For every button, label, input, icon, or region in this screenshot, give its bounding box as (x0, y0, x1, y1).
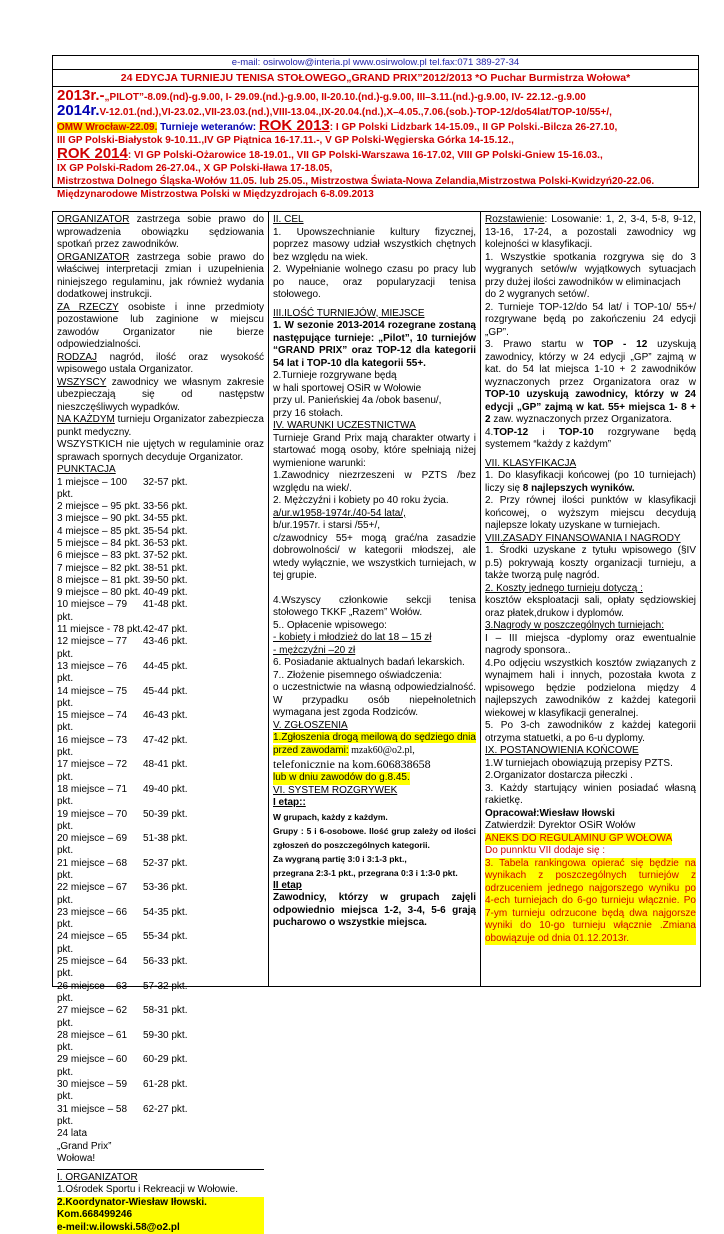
place-points: 10 miejsce – 79 pkt. (57, 599, 128, 623)
annex-text: 3. Tabela rankingowa opierać się będzie na wynikach z poszczególnych turniejów z odrzuceniem jednego najgorszego wyniku po 4-ech turniejach do 6-go turnieju włącznie. Po 7-ym turnieju odrzucone będą dwa najgorsze wyniki do 10-go turnieju włącznie .Zmiana obowiązuje od dnia 01.12.2013r. (485, 857, 696, 944)
points-row (57, 538, 264, 550)
place-points: 3 miejsce – 90 pkt. (57, 513, 141, 525)
schedule-line-2 (57, 104, 694, 119)
ilosc-item: przy ul. Panieńskiej 4a /obok basenu/, (273, 395, 442, 406)
ilosc-item: w hali sportowej OSiR w Wołowie (273, 382, 422, 394)
place-points: 7 miejsce – 82 pkt. (57, 562, 141, 574)
place-points: 6 miejsce – 83 pkt. (57, 550, 141, 562)
schedule-line-1 (57, 89, 694, 104)
year-2014: 2014r. (57, 102, 100, 119)
section-finansowanie: VIII.ZASADY FINANSOWANIA I NAGRODY (485, 532, 681, 544)
schedule-block (52, 87, 699, 200)
warunki-item: b/ur.1957r. i starsi /55+/, (273, 520, 381, 531)
rules-item: do 2 wygranych setów/. (485, 289, 590, 300)
zgloszenia-line: 1.Zgłoszenia drogą meilową do sędziego dnia przed zawodami: mzak60@o2.pl, (273, 732, 476, 756)
ilosc-item: 1. W sezonie 2013-2014 rozegrane zostaną następujące turnieje: „Pilot”, 10 turniejów “GRAND PRIX” oraz TOP-12 dla kategorii 54 lat i TOP-10 dla kategorii 55+. (273, 320, 476, 369)
points-range: 54-35 pkt. (143, 906, 188, 918)
rule-paragraph: WSZYSTKICH nie ujętych w regulaminie oraz sprawach spornych decyduje Organizator. (57, 439, 264, 463)
points-row (57, 550, 264, 562)
fin-item: kosztów eksploatacji sali, opłaty sędziowskiej oraz płatek,drukow i dyplomów. (485, 595, 696, 619)
points-row (57, 1030, 264, 1055)
rule-paragraph: ZA RZECZY osobiste i inne przedmioty pozostawione lub zaginione w miejscu zawodów Organizator nie bierze odpowiedzialności. (57, 301, 264, 350)
warunki-item: 2. Mężczyźni i kobiety po 40 roku życia. (273, 495, 449, 506)
section-zgloszenia: V. ZGŁOSZENIA (273, 719, 348, 731)
points-row (57, 686, 264, 711)
points-range: 51-38 pkt. (143, 833, 188, 845)
place-points: 24 miejsce – 65 pkt. (57, 931, 128, 955)
fin-item: 4.Po odjęciu wszystkich kosztów związanych z wynajmem hali i innych, pozostała kwota z wpisowego będzie podzielona między 4 najlepszych zawodników z każdej kategorii wiekowej w klasyfikacji generalnej. (485, 657, 696, 719)
points-range: 32-57 pkt. (143, 476, 188, 488)
annex-title: ANEKS DO REGULAMINU GP WOŁOWA (485, 832, 673, 844)
points-row (57, 624, 264, 636)
place-points: 15 miejsce – 74 pkt. (57, 710, 128, 734)
place-points: 26 miejsce – 63 pkt. (57, 980, 128, 1004)
points-row (57, 501, 264, 513)
place-points: 17 miejsce – 72 pkt. (57, 759, 128, 783)
fin-item: I – III miejsca -dyplomy oraz ewentualnie nagrody sponsora.. (485, 632, 696, 656)
wolowa-note: Wołowa! (57, 1153, 96, 1165)
place-points: 16 miejsce – 73 pkt. (57, 734, 128, 759)
ilosc-item: przy 16 stołach. (273, 407, 344, 419)
points-range: 58-31 pkt. (143, 1005, 188, 1017)
ilosc-item: 2.Turnieje rozgrywane będą (273, 370, 397, 381)
place-points: 25 miejsce – 64 pkt. (57, 956, 128, 980)
points-range: 55-34 pkt. (143, 931, 188, 943)
points-range: 47-42 pkt. (143, 734, 188, 746)
points-range: 39-50 pkt. (143, 574, 188, 586)
points-row (57, 981, 264, 1006)
points-range: 49-40 pkt. (143, 783, 188, 795)
points-row (57, 575, 264, 587)
points-row (57, 587, 264, 599)
points-row (57, 477, 264, 502)
approved-by: Zatwierdził: Dyrektor OSiR Wołów (485, 820, 636, 831)
points-row (57, 784, 264, 809)
warunki-item: 7.. Złożenie pisemnego oświadczenia: (273, 669, 442, 681)
points-row (57, 526, 264, 538)
fin-item: 5. Po 3-ch zawodników z każdej kategorii otrzyma statuetki, a po 6-u dyplomy. (485, 720, 696, 744)
place-points: 13 miejsce – 76 pkt. (57, 660, 128, 685)
column-right (481, 212, 700, 986)
rules-item: 4.TOP-12 i TOP-10 rozgrywane będą systemem “każdy z każdym” (485, 426, 696, 450)
points-range: 61-28 pkt. (143, 1079, 188, 1091)
points-list (57, 477, 264, 1129)
points-row (57, 661, 264, 686)
points-row (57, 1054, 264, 1079)
place-points: 19 miejsce – 70 pkt. (57, 808, 128, 832)
system-item: Za wygraną partię 3:0 i 3:1-3 pkt., (273, 853, 407, 864)
rok-2014: ROK 2014 (57, 145, 128, 162)
section-klasyfikacja: VII. KLASYFIKACJA (485, 457, 577, 469)
warunki-item: a/ur.w1958-1974r./40-54 lata/, (273, 507, 406, 519)
rule-paragraph: ORGANIZATOR zastrzega sobie prawo do wprowadzenia obowiązku sędziowania spotkań przez zawodników. (57, 214, 264, 250)
fin-item: 2. Koszty jednego turnieju dotyczą : (485, 582, 643, 594)
points-range: 60-29 pkt. (143, 1054, 188, 1066)
points-row (57, 1079, 264, 1104)
age-note: 24 lata (57, 1128, 88, 1140)
place-points: 22 miejsce – 67 pkt. (57, 882, 128, 906)
post-item: 2.Organizator dostarcza piłeczki . (485, 770, 633, 781)
points-row (57, 882, 264, 907)
system-item: II etap (273, 879, 302, 891)
post-item: 1.W turniejach obowiązują przepisy PZTS. (485, 757, 673, 769)
coordinator-phone: Kom.668499246 (57, 1209, 264, 1222)
points-range: 52-37 pkt. (143, 857, 188, 869)
zgloszenia-phone: telefonicznie na kom.606838658 (273, 757, 431, 771)
warunki-item: o uczestnictwie na własną odpowiedzialność. W przypadku osób niepełnoletnich wymagana jest zgoda Rodziców. (273, 682, 476, 718)
points-range: 56-33 pkt. (143, 956, 188, 968)
points-range: 38-51 pkt. (143, 562, 188, 574)
post-item: 3. Każdy startujący winien posiadać własną rakietkę. (485, 782, 696, 806)
rule-paragraph: ORGANIZATOR zastrzega sobie prawo do właściwej interpretacji zmian i uzupełnienia niniejszego regulaminu, jak również wydania dodatkowej instrukcji. (57, 251, 264, 300)
points-range: 33-56 pkt. (143, 501, 188, 513)
warunki-item: Turnieje Grand Prix mają charakter otwarty i startować mogą osoby, które spełniają niżej wymienione warunki: (273, 432, 476, 469)
points-range: 37-52 pkt. (143, 550, 188, 562)
points-row (57, 833, 264, 858)
points-row (57, 1104, 264, 1129)
warunki-item: - mężczyźni –20 zł (273, 644, 356, 656)
points-range: 45-44 pkt. (143, 685, 188, 697)
place-points: 18 miejsce – 71 pkt. (57, 783, 128, 808)
points-row (57, 710, 264, 735)
points-range: 44-45 pkt. (143, 660, 188, 672)
rules-item: 3. Prawo startu w TOP - 12 uzyskują zawodnicy, którzy w 24 edycji „GP” zajmą w kat. do 54 lat miejsca 1-10 + 2 zawodników wyznaczonych przez Organizatora oraz w TOP-10 uzyskują zawodnicy, którzy w 24 edycji „GP” zajmą w kat. 55+ miejsca 1- 8 + 2 zaw. wyznaczonych przez Organizatora. (485, 339, 697, 425)
points-row (57, 735, 264, 760)
place-points: 12 miejsce – 77 pkt. (57, 636, 128, 660)
schedule-text: V-12.01.(nd.),VI-23.02.,VII-23.03.(nd.),VIII-13.04.,IX-20.04.(nd.),X–4.05.,7.06.(sob.)-TOP-12/do54lat/TOP-10/55+/, (99, 107, 612, 118)
rules-item: 2. Turnieje TOP-12/do 54 lat/ i TOP-10/ 55+/ rozgrywane będą po zakończeniu 24 edycji „GP”. (485, 301, 696, 338)
section-system: VI. SYSTEM ROZGRYWEK (273, 784, 398, 796)
coordinator-email: e-meil:w.ilowski.58@o2.pl (57, 1222, 264, 1234)
schedule-text: : I GP Polski Lidzbark 14-15.09., II GP Polski.-Bilcza 26-27.10, (329, 122, 618, 133)
points-row (57, 599, 264, 624)
points-range: 35-54 pkt. (143, 525, 188, 537)
organizer-heading: I. ORGANIZATOR (57, 1169, 264, 1185)
system-item: W grupach, każdy z każdym. (273, 811, 388, 822)
points-row (57, 931, 264, 956)
place-points: 23 miejsce – 66 pkt. (57, 906, 128, 931)
points-range: 57-32 pkt. (143, 980, 188, 992)
rule-paragraph: RODZAJ nagród, ilość oraz wysokość wpisowego ustala Organizator. (57, 351, 264, 375)
place-points: 1 miejsce – 100 pkt. (57, 476, 128, 500)
place-points: 30 miejsce – 59 pkt. (57, 1079, 128, 1103)
prepared-by: Opracował:Wiesław Iłowski (485, 807, 615, 819)
rule-paragraph: WSZYSCY zawodnicy we własnym zakresie ubezpieczają się od następstw nieszczęśliwych wypadków. (57, 376, 264, 413)
points-range: 40-49 pkt. (143, 587, 188, 599)
points-range: 59-30 pkt. (143, 1029, 188, 1041)
contact-line: e-mail: osirwolow@interia.pl www.osirwolow.pl tel.fax:071 389-27-34 (52, 55, 699, 70)
system-item: Grupy : 5 i 6-osobowe. Ilość grup zależy od ilości zgłoszeń do poszczególnych kategorii. (273, 825, 476, 850)
schedule-line-6: IX GP Polski-Radom 26-27.04., X GP Polski-Iława 17-18.05, (57, 163, 333, 174)
klas-item: 1. Do klasyfikacji końcowej (po 10 turniejach) liczy się 8 najlepszych wyników. (485, 470, 696, 494)
place-points: 28 miejsce – 61 pkt. (57, 1029, 128, 1054)
system-item: przegrana 2:3-1 pkt., przegrana 0:3 i 1:3-0 pkt. (273, 867, 458, 878)
points-range: 36-53 pkt. (143, 537, 188, 549)
klas-item: 2. Przy równej ilości punktów w klasyfikacji końcowej, o wyższym miejscu decydują najlepsze lokaty uzyskane w turniejach. (485, 495, 696, 531)
points-row (57, 956, 264, 981)
points-row (57, 809, 264, 834)
rok-2013: ROK 2013 (258, 117, 330, 134)
cel-item: 1. Upowszechnianie kultury fizycznej, poprzez masowy udział wszystkich chętnych bez względu na wiek. (273, 226, 476, 263)
schedule-line-5 (57, 147, 694, 162)
section-ilosc: III.ILOŚĆ TURNIEJÓW, MIEJSCE (273, 307, 425, 319)
points-range: 43-46 pkt. (143, 636, 188, 648)
section-warunki: IV. WARUNKI UCZESTNICTWA (273, 420, 416, 431)
points-row (57, 907, 264, 932)
place-points: 2 miejsce – 95 pkt. (57, 501, 141, 513)
fin-item: 1. Środki uzyskane z tytułu wpisowego (§IV p.5) pokrywają koszty organizacji turnieju, a także tworzą pulę nagród. (485, 545, 696, 581)
points-range: 42-47 pkt. (143, 624, 188, 636)
rule-paragraph: NA KAŻDYM turnieju Organizator zabezpiecza punkt medyczny. (57, 414, 264, 438)
points-heading: PUNKTACJA (57, 464, 116, 475)
omw-highlight: OMW Wrocław-22.09. (57, 122, 158, 133)
schedule-line-7: Mistrzostwa Dolnego Śląska-Wołów 11.05. lub 25.05., Mistrzostwa Świata-Nowa Zelandia,Mistrzostwa Polski-Kwidzyń20-22.06. (57, 176, 655, 187)
organizer-line: 1.Ośrodek Sportu i Rekreacji w Wołowie. (57, 1184, 238, 1196)
points-row (57, 1005, 264, 1030)
cel-item: 2. Wypełnianie wolnego czasu po pracy lub po nauce, oraz popularyzacji tenisa stołowego. (273, 264, 476, 300)
points-range: 48-41 pkt. (143, 759, 188, 771)
place-points: 5 miejsce – 84 pkt. (57, 537, 141, 549)
zgloszenia-item: lub w dniu zawodów do g.8.45. (273, 772, 410, 783)
warunki-item: c/zawodnicy 55+ mogą grać/na zasadzie dobrowolności/ w kategorii młodszej, ale wtedy wyłącznie, we wszystkich turniejach, w tej grupie. (273, 532, 476, 581)
grand-prix-note: „Grand Prix” (57, 1140, 112, 1152)
year-2013: 2013r.- (57, 87, 105, 104)
column-middle (269, 212, 481, 986)
schedule-line-4: III GP Polski-Białystok 9-10.11.,IV GP Piątnica 16-17.11.-, V GP Polski-Węgierska Górka 14-15.12., (57, 135, 514, 146)
place-points: 14 miejsce – 75 pkt. (57, 685, 128, 709)
warunki-item: - kobiety i młodzież do lat 18 – 15 zł (273, 632, 432, 643)
points-row (57, 759, 264, 784)
rules-grid (52, 211, 701, 1233)
system-item: Zawodnicy, którzy w grupach zajęli odpowiednio miejsca 1-2, 3-4, 5-6 grają pucharowo o wszystkie miejsca. (273, 892, 476, 928)
points-row (57, 636, 264, 661)
points-range: 46-43 pkt. (143, 710, 188, 722)
points-range: 53-36 pkt. (143, 882, 188, 894)
points-range: 62-27 pkt. (143, 1103, 188, 1115)
fin-item: 3.Nagrody w poszczególnych turniejach: (485, 620, 664, 631)
warunki-item: 5.. Opłacenie wpisowego: (273, 619, 387, 631)
place-points: 31 miejsce – 58 pkt. (57, 1103, 128, 1127)
annex-subtitle: Do punnktu VII dodaje się : (485, 845, 606, 856)
place-points: 20 miejsce – 69 pkt. (57, 833, 128, 857)
place-points: 4 miejsce – 85 pkt. (57, 525, 141, 537)
coordinator-line: 2.Koordynator-Wiesław Iłowski. (57, 1197, 264, 1210)
place-points: 11 miejsce - 78 pkt. (57, 624, 143, 636)
points-range: 41-48 pkt. (143, 599, 188, 611)
warunki-item: 4.Wszyscy członkowie sekcji tenisa stołowego TKKF „Razem” Wołów. (273, 594, 476, 618)
place-points: 27 miejsce – 62 pkt. (57, 1005, 128, 1029)
place-points: 9 miejsce – 80 pkt. (57, 587, 141, 599)
schedule-line-3 (57, 119, 694, 134)
document-page (52, 55, 699, 1233)
veterans-label: Turnieje weteranów: (157, 122, 259, 133)
warunki-item: 6. Posiadanie aktualnych badań lekarskich. (273, 657, 465, 668)
schedule-line-8: Międzynarodowe Mistrzostwa Polski w Międzyzdrojach 6-8.09.2013 (57, 189, 374, 200)
judge-email: mzak60@o2.pl, (348, 744, 415, 756)
section-postanowienia: IX. POSTANOWIENIA KOŃCOWE (485, 745, 639, 756)
points-range: 34-55 pkt. (143, 513, 188, 525)
place-points: 21 miejsce – 68 pkt. (57, 857, 128, 881)
place-points: 8 miejsce – 81 pkt. (57, 574, 141, 586)
rules-item: 1. Wszystkie spotkania rozgrywa się do 3 wygranych setów/w wyjątkowych sytuacjach przy dużej ilości zawodników w eliminacjach (485, 251, 696, 288)
points-row (57, 858, 264, 883)
section-cel: II. CEL (273, 214, 304, 225)
schedule-text: „PILOT”-8.09.(nd)-g.9.00, I- 29.09.(nd.)-g.9.00, II-20.10.(nd.)-g.9.00, III–3.11.(nd.)-g.9.00, IV- 22.12.-g.9.00 (104, 92, 586, 103)
headline-box (52, 70, 699, 87)
points-row (57, 563, 264, 575)
headline: 24 EDYCJA TURNIEJU TENISA STOŁOWEGO„GRAND PRIX”2012/2013 *O Puchar Burmistrza Wołowa* (120, 72, 631, 84)
schedule-text: : VI GP Polski-Ożarowice 18-19.01., VII GP Polski-Warszawa 16-17.02, VIII GP Polski-Gniew 15-16.03., (127, 150, 603, 161)
points-range: 50-39 pkt. (143, 808, 188, 820)
rozstawienie: Rozstawienie: Losowanie: 1, 2, 3-4, 5-8, 9-12, 13-16, 17-24, a pozostali zawodnicy wg kolejności w klasyfikacji. (485, 214, 696, 250)
column-left (53, 212, 269, 1233)
system-item: I etap:: (273, 797, 306, 808)
place-points: 29 miejsce – 60 pkt. (57, 1054, 128, 1078)
points-row (57, 513, 264, 525)
warunki-item: 1.Zawodnicy niezrzeszeni w PZTS /bez względu na wiek/. (273, 470, 476, 494)
